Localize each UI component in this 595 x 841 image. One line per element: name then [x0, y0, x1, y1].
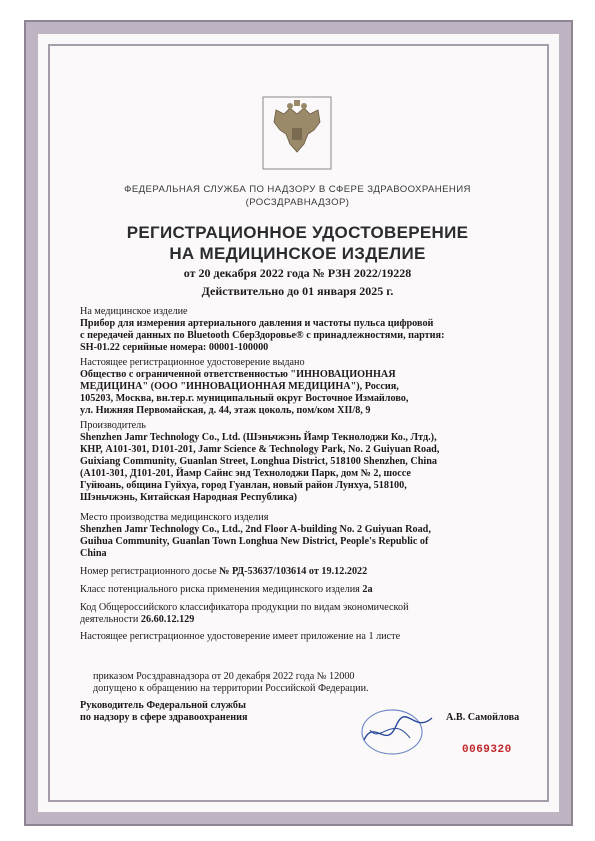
okpd-code: 26.60.12.129	[140, 614, 195, 625]
device-label: На медицинское изделие	[80, 306, 188, 317]
okpd-line-2	[80, 614, 530, 626]
device-line: SH-01.22 серийные номера: 00001-100000	[80, 342, 269, 353]
production-line: Shenzhen Jamr Technology Co., Ltd., 2nd Floor A-building No. 2 Guiyuan Road,	[80, 524, 431, 535]
device-line: Прибор для измерения артериального давления и частоты пульса цифровой	[80, 318, 434, 329]
order-line: допущено к обращению на территории Российской Федерации.	[93, 683, 369, 694]
head-title-line: Руководитель Федеральной службы	[80, 700, 246, 711]
serial-number: 0069320	[462, 744, 512, 756]
dossier-number: № РД-53637/103614 от 19.12.2022	[219, 566, 368, 577]
signatory-name: А.В. Самойлова	[446, 712, 520, 723]
signature-stamp-icon	[352, 700, 442, 760]
device-line: с передачей данных по Bluetooth СберЗдоровье® с принадлежностями, партия:	[80, 330, 445, 341]
head-title-line: по надзору в сфере здравоохранения	[80, 712, 248, 723]
risk-class-line	[80, 584, 530, 596]
okpd-label: деятельности	[80, 614, 141, 625]
document-title: РЕГИСТРАЦИОННОЕ УДОСТОВЕРЕНИЕ	[126, 223, 469, 242]
okpd-line: Код Общероссийского классификатора продукции по видам экономической	[80, 602, 409, 613]
manufacturer-line: (A101-301, Д101-201, Йамр Сайнс энд Технолоджи Парк, дом № 2, шоссе	[80, 468, 411, 479]
order-line: приказом Росздравнадзора от 20 декабря 2022 года № 12000	[93, 671, 355, 682]
production-label: Место производства медицинского изделия	[80, 512, 269, 523]
manufacturer-line: КНР, A101-301, D101-201, Jamr Science & Technology Park, No. 2 Guiyuan Road,	[80, 444, 440, 455]
production-line: China	[80, 548, 107, 559]
manufacturer-line: Шэньчжэнь, Китайская Народная Республика)	[80, 492, 298, 503]
risk-class-label: Класс потенциального риска применения медицинского изделия	[80, 584, 363, 595]
validity-line: Действительно до 01 января 2025 г.	[201, 284, 394, 298]
coat-of-arms-icon	[262, 96, 332, 170]
issued-line: 105203, Москва, вн.тер.г. муниципальный округ Восточное Измайлово,	[80, 393, 409, 404]
issued-label: Настоящее регистрационное удостоверение выдано	[80, 357, 305, 368]
agency-abbreviation: (РОСЗДРАВНАДЗОР)	[245, 197, 350, 208]
manufacturer-line: Guixiang Community, Guanlan Street, Longhua District, 518100 Shenzhen, China	[80, 456, 437, 467]
manufacturer-line: Shenzhen Jamr Technology Co., Ltd. (Шэньчжэнь Йамр Текнолоджи Ко., Лтд.),	[80, 432, 437, 443]
issued-line: МЕДИЦИНА" (ООО "ИННОВАЦИОННАЯ МЕДИЦИНА"), Россия,	[80, 381, 399, 392]
risk-class-value: 2а	[362, 584, 373, 595]
issued-line: ул. Нижняя Первомайская, д. 44, этаж цоколь, пом/ком XII/8, 9	[80, 405, 371, 416]
dossier-line	[80, 566, 530, 578]
registration-date-number: от 20 декабря 2022 года № РЗН 2022/19228	[183, 266, 412, 280]
production-line: Guihua Community, Guanlan Town Longhua New District, People's Republic of	[80, 536, 429, 547]
issued-line: Общество с ограниченной ответственностью "ИННОВАЦИОННАЯ	[80, 369, 396, 380]
document-subtitle: НА МЕДИЦИНСКОЕ ИЗДЕЛИЕ	[169, 244, 426, 263]
manufacturer-label: Производитель	[80, 420, 146, 431]
manufacturer-line: Гуйюань, община Гуйхуа, город Гуанлан, новый район Лунхуа, 518100,	[80, 480, 407, 491]
agency-name: ФЕДЕРАЛЬНАЯ СЛУЖБА ПО НАДЗОРУ В СФЕРЕ ЗДРАВООХРАНЕНИЯ	[124, 184, 471, 195]
appendix-note: Настоящее регистрационное удостоверение имеет приложение на 1 листе	[80, 631, 401, 642]
dossier-label: Номер регистрационного досье	[80, 566, 220, 577]
